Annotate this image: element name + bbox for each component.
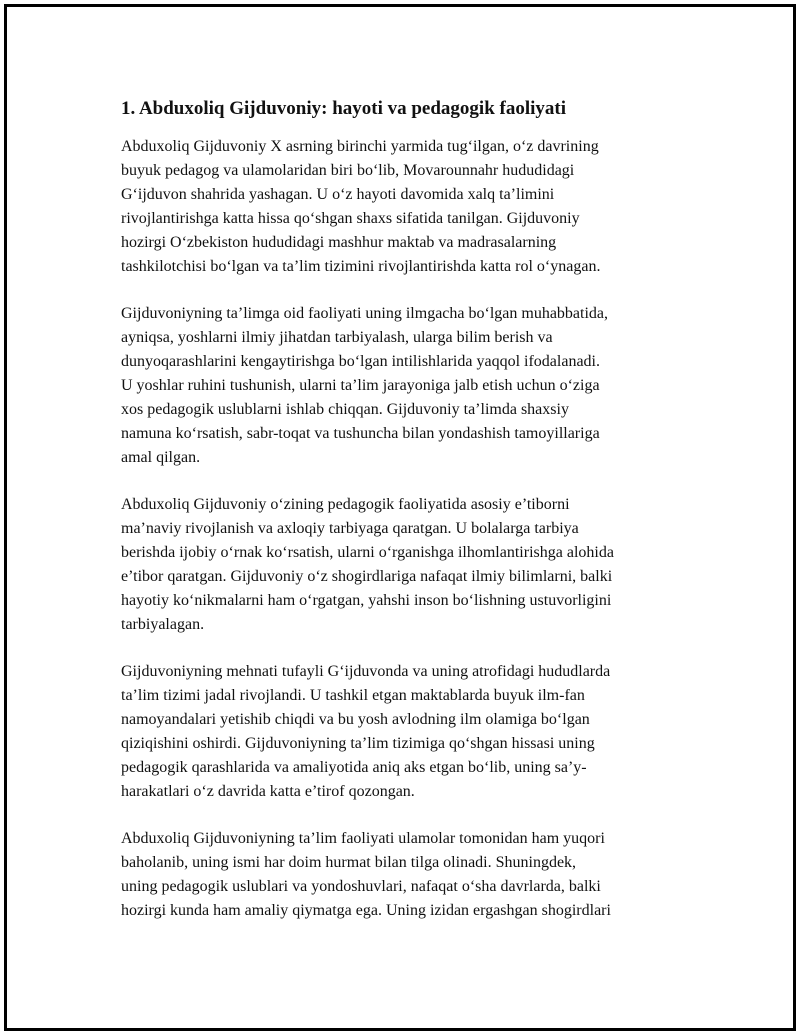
paragraph-line: qiziqishini oshirdi. Gijduvoniyning ta’lim tizimiga qo‘shgan hissasi uning <box>121 735 595 752</box>
paragraph-list <box>121 135 691 923</box>
body-paragraph <box>121 135 691 279</box>
paragraph-line: tarbiyalagan. <box>121 616 205 633</box>
document-body <box>121 97 691 946</box>
paragraph-line: ma’naviy rivojlanish va axloqiy tarbiyaga qaratgan. U bolalarga tarbiya <box>121 520 579 537</box>
paragraph-line: Abduxoliq Gijduvoniy o‘zining pedagogik faoliyatida asosiy e’tiborni <box>121 496 570 513</box>
section-heading: 1. Abduxoliq Gijduvoniy: hayoti va pedagogik faoliyati <box>121 98 567 119</box>
paragraph-line: Abduxoliq Gijduvoniy X asrning birinchi yarmida tug‘ilgan, o‘z davrining <box>121 138 599 155</box>
document-page <box>4 4 796 1031</box>
paragraph-line: U yoshlar ruhini tushunish, ularni ta’lim jarayoniga jalb etish uchun o‘ziga <box>121 377 600 394</box>
body-paragraph <box>121 660 691 804</box>
paragraph-line: pedagogik qarashlarida va amaliyotida aniq aks etgan bo‘lib, uning sa’y- <box>121 759 587 776</box>
paragraph-line: Abduxoliq Gijduvoniyning ta’lim faoliyati ulamolar tomonidan ham yuqori <box>121 830 605 847</box>
paragraph-line: namoyandalari yetishib chiqdi va bu yosh avlodning ilm olamiga bo‘lgan <box>121 711 590 728</box>
paragraph-line: ayniqsa, yoshlarni ilmiy jihatdan tarbiyalash, ularga bilim berish va <box>121 329 553 346</box>
body-paragraph <box>121 827 691 923</box>
paragraph-line: amal qilgan. <box>121 449 201 466</box>
paragraph-line: tashkilotchisi bo‘lgan va ta’lim tizimini rivojlantirishda katta rol o‘ynagan. <box>121 258 601 275</box>
paragraph-line: Gijduvoniyning ta’limga oid faoliyati uning ilmgacha bo‘lgan muhabbatida, <box>121 305 609 322</box>
paragraph-line: hozirgi O‘zbekiston hududidagi mashhur maktab va madrasalarning <box>121 234 557 251</box>
paragraph-line: berishda ijobiy o‘rnak ko‘rsatish, ularni o‘rganishga ilhomlantirishga alohida <box>121 544 614 561</box>
paragraph-line: uning pedagogik uslublari va yondoshuvlari, nafaqat o‘sha davrlarda, balki <box>121 878 601 895</box>
paragraph-line: e’tibor qaratgan. Gijduvoniy o‘z shogirdlariga nafaqat ilmiy bilimlarni, balki <box>121 568 613 585</box>
paragraph-line: baholanib, uning ismi har doim hurmat bilan tilga olinadi. Shuningdek, <box>121 854 577 871</box>
body-paragraph <box>121 302 691 470</box>
paragraph-line: rivojlantirishga katta hissa qo‘shgan shaxs sifatida tanilgan. Gijduvoniy <box>121 210 580 227</box>
paragraph-line: Gijduvoniyning mehnati tufayli G‘ijduvonda va uning atrofidagi hududlarda <box>121 663 611 680</box>
paragraph-line: xos pedagogik uslublarni ishlab chiqqan. Gijduvoniy ta’limda shaxsiy <box>121 401 569 418</box>
paragraph-line: namuna ko‘rsatish, sabr-toqat va tushuncha bilan yondashish tamoyillariga <box>121 425 600 442</box>
paragraph-line: hayotiy ko‘nikmalarni ham o‘rgatgan, yahshi inson bo‘lishning ustuvorligini <box>121 592 612 609</box>
paragraph-line: harakatlari o‘z davrida katta e’tirof qozongan. <box>121 783 415 800</box>
paragraph-line: buyuk pedagog va ulamolaridan biri bo‘lib, Movarounnahr hududidagi <box>121 162 575 179</box>
paragraph-line: G‘ijduvon shahrida yashagan. U o‘z hayoti davomida xalq ta’limini <box>121 186 555 203</box>
body-paragraph <box>121 493 691 637</box>
paragraph-line: hozirgi kunda ham amaliy qiymatga ega. Uning izidan ergashgan shogirdlari <box>121 902 611 919</box>
paragraph-line: ta’lim tizimi jadal rivojlandi. U tashkil etgan maktablarda buyuk ilm-fan <box>121 687 585 704</box>
paragraph-line: dunyoqarashlarini kengaytirishga bo‘lgan intilishlarida yaqqol ifodalanadi. <box>121 353 600 370</box>
